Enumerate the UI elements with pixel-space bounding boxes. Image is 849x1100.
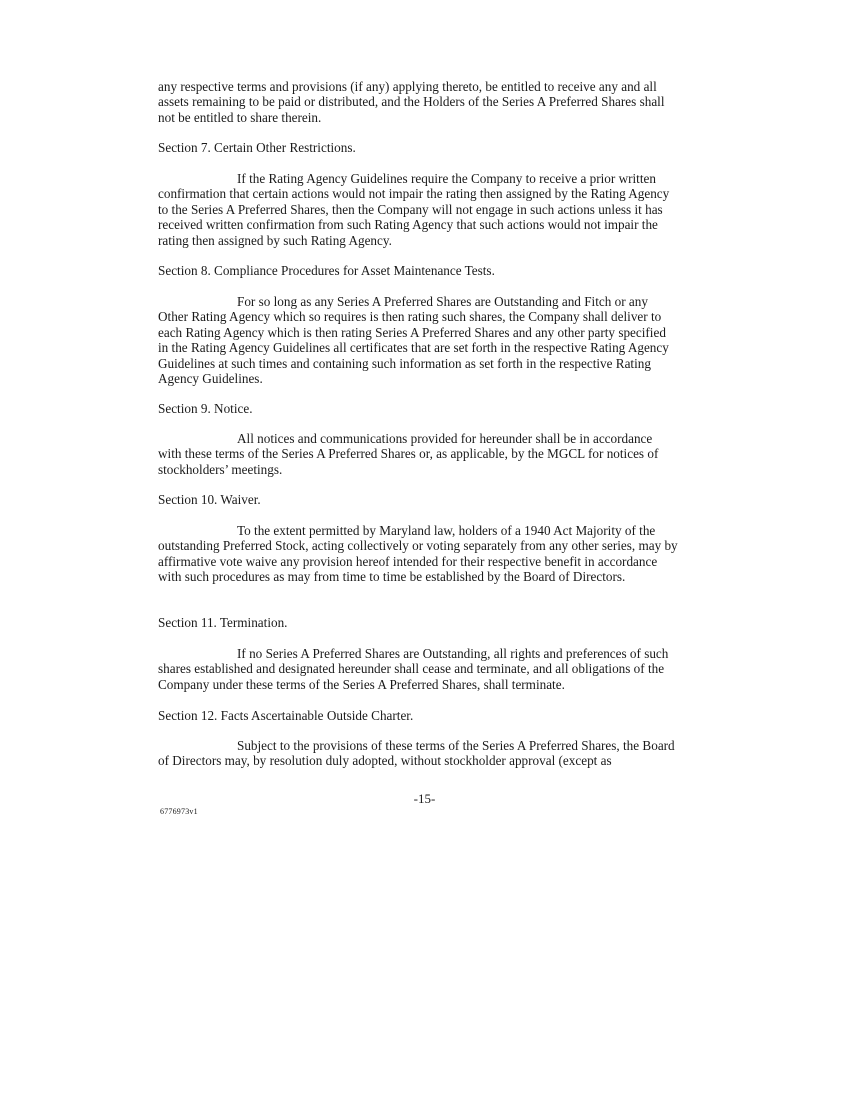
- document-id: 6776973v1: [160, 807, 198, 816]
- section-8-body: For so long as any Series A Preferred Shares are Outstanding and Fitch or any Other Rating Agency which so requires is then rating such shares, the Company shall deliver to each Rating Agency which is then rating Series A Preferred Shares and any other party specified in the Rating Agency Guidelines all certificates that are set forth in the respective Rating Agency Guidelines at such times and containing such information as set forth in the respective Rating Agency Guidelines.: [158, 294, 669, 387]
- section-10-heading: Section 10. Waiver.: [158, 492, 261, 507]
- opening-paragraph: any respective terms and provisions (if any) applying thereto, be entitled to receive any and all assets remaining to be paid or distributed, and the Holders of the Series A Preferred Shares shall not be entitled to share therein.: [158, 79, 665, 125]
- page-number: -15-: [413, 791, 436, 806]
- section-12-heading: Section 12. Facts Ascertainable Outside Charter.: [158, 708, 414, 723]
- section-9-body: All notices and communications provided for hereunder shall be in accordance with these terms of the Series A Preferred Shares or, as applicable, by the MGCL for notices of stockholders’ meetings.: [158, 431, 659, 477]
- section-11-body: If no Series A Preferred Shares are Outstanding, all rights and preferences of such shares established and designated hereunder shall cease and terminate, and all obligations of the Company under these terms of the Series A Preferred Shares, shall terminate.: [158, 646, 669, 692]
- section-10-body: To the extent permitted by Maryland law, holders of a 1940 Act Majority of the outstanding Preferred Stock, acting collectively or voting separately from any other series, may by affirmative vote waive any provision hereof intended for their respective benefit in accordance with such procedures as may from time to time be established by the Board of Directors.: [158, 523, 678, 585]
- section-11-heading: Section 11. Termination.: [158, 615, 288, 630]
- section-8-heading: Section 8. Compliance Procedures for Asset Maintenance Tests.: [158, 263, 495, 278]
- section-12-body: Subject to the provisions of these terms of the Series A Preferred Shares, the Board of Directors may, by resolution duly adopted, without stockholder approval (except as: [158, 738, 675, 769]
- section-7-body: If the Rating Agency Guidelines require the Company to receive a prior written confirmation that certain actions would not impair the rating then assigned by the Rating Agency to the Series A Preferred Shares, then the Company will not engage in such actions unless it has received written confirmation from such Rating Agency that such actions would not impair the rating then assigned by such Rating Agency.: [158, 171, 670, 248]
- section-7-heading: Section 7. Certain Other Restrictions.: [158, 140, 356, 155]
- section-9-heading: Section 9. Notice.: [158, 401, 253, 416]
